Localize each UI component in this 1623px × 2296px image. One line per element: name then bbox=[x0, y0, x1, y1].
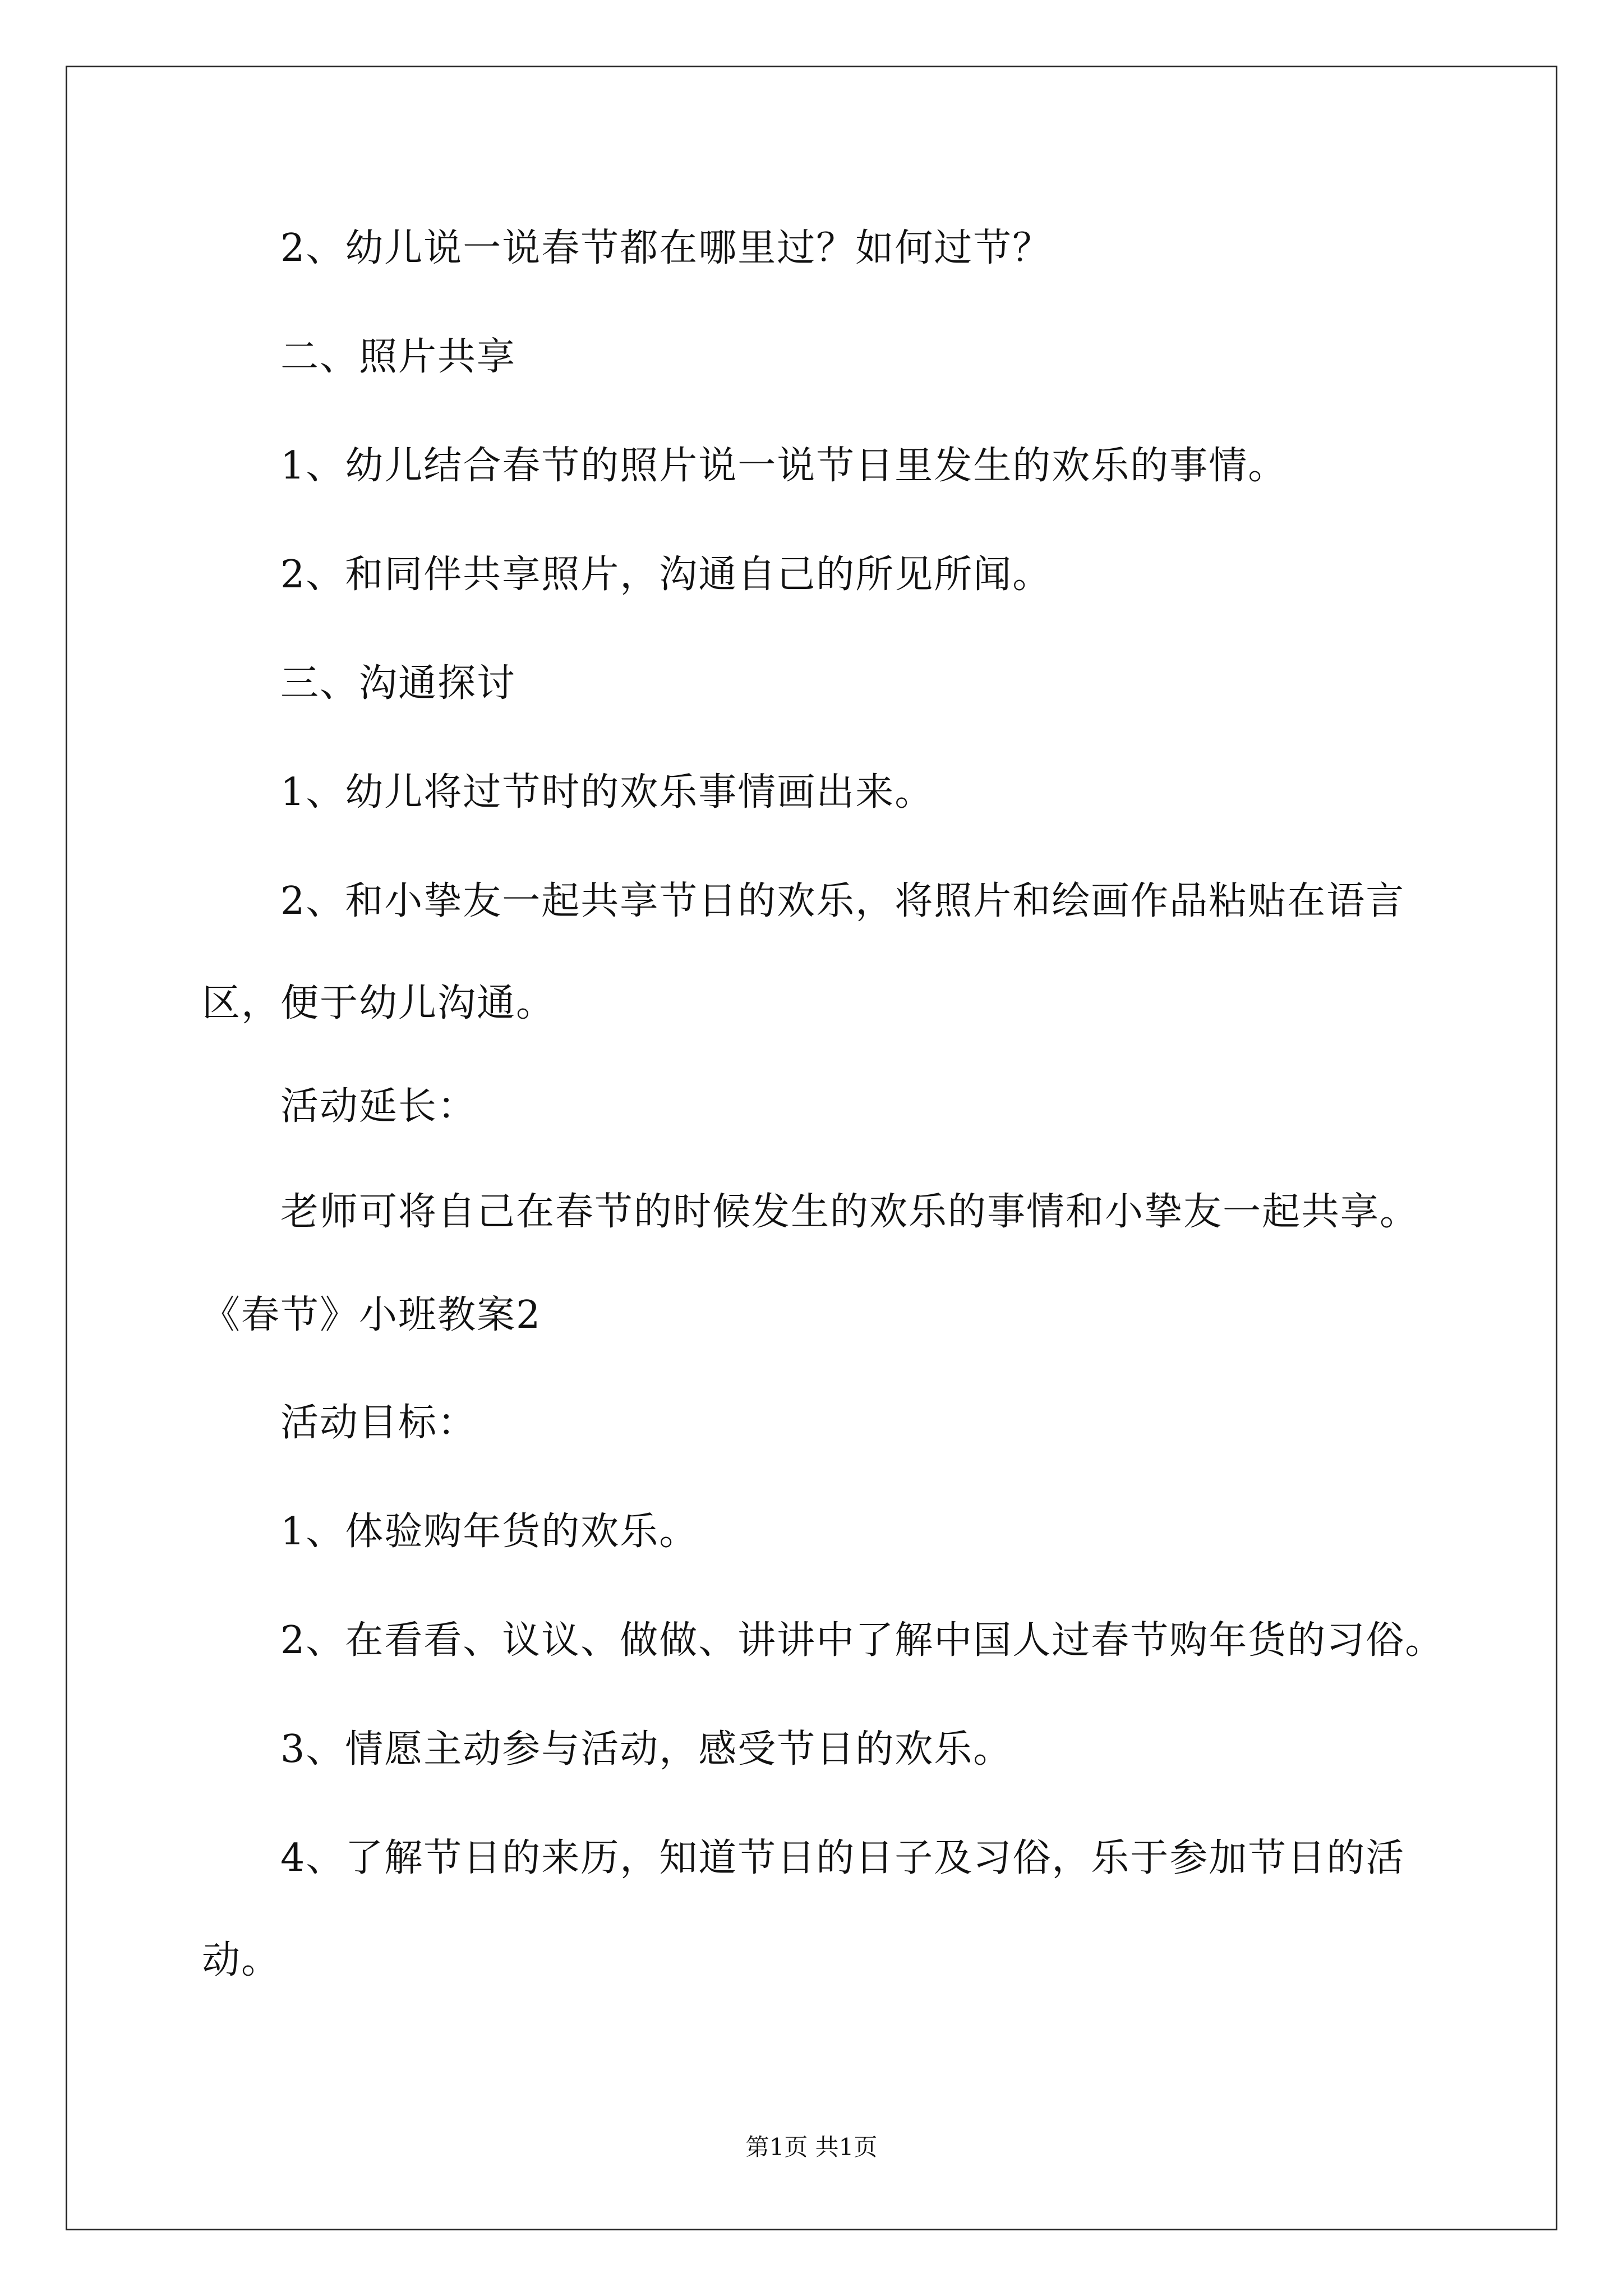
section-heading: 二、照片共享 bbox=[280, 335, 517, 379]
paragraph-line: 1、幼儿将过节时的欢乐事情画出来。 bbox=[280, 770, 934, 815]
paragraph-line-continued: 区，便于幼儿沟通。 bbox=[202, 981, 556, 1025]
section-heading: 活动延长： bbox=[280, 1084, 477, 1129]
paragraph-line: 2、在看看、议议、做做、讲讲中了解中国人过春节购年货的习俗。 bbox=[280, 1618, 1445, 1663]
paragraph-line: 1、幼儿结合春节的照片说一说节日里发生的欢乐的事情。 bbox=[280, 444, 1288, 488]
document-title: 《春节》小班教案2 bbox=[202, 1293, 542, 1337]
section-heading: 活动目标： bbox=[280, 1401, 477, 1445]
page-border bbox=[66, 66, 1557, 2230]
paragraph-line: 2、和同伴共享照片，沟通自己的所见所闻。 bbox=[280, 553, 1052, 597]
paragraph-line: 2、和小挚友一起共享节日的欢乐，将照片和绘画作品粘贴在语言 bbox=[280, 879, 1405, 923]
paragraph-line: 4、了解节日的来历，知道节日的日子及习俗，乐于参加节日的活 bbox=[280, 1836, 1405, 1880]
paragraph-line: 3、情愿主动参与活动，感受节日的欢乐。 bbox=[280, 1727, 1013, 1772]
paragraph-line: 1、体验购年货的欢乐。 bbox=[280, 1510, 699, 1554]
page-footer: 第1页 共1页 bbox=[745, 2133, 878, 2161]
paragraph-line-continued: 动。 bbox=[202, 1938, 281, 1982]
section-heading: 三、沟通探讨 bbox=[280, 661, 517, 706]
paragraph-line: 老师可将自己在春节的时候发生的欢乐的事情和小挚友一起共享。 bbox=[280, 1190, 1419, 1234]
paragraph-line: 2、幼儿说一说春节都在哪里过？如何过节？ bbox=[280, 226, 1052, 270]
